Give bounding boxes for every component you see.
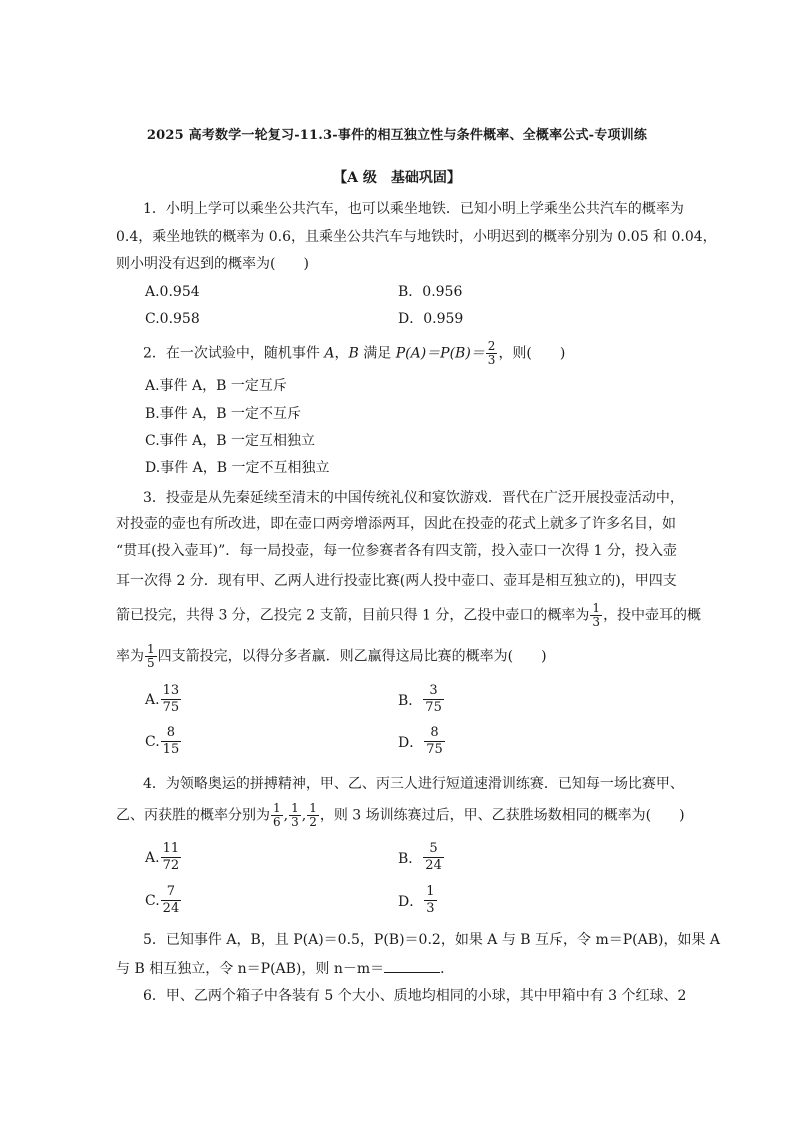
q4-fraction-3: $\frac{1}{2}$ [309,801,317,829]
section-heading: 【A 级 基础巩固】 [333,170,461,186]
q6-line1: 6．甲、乙两个箱子中各装有 5 个大小、质地均相同的小球，其中甲箱中有 3 个红球、2 [143,988,687,1004]
q4-option-c: C. $\frac{7}{24}$ [145,884,180,916]
q3-line1: 3．投壶是从先秦延续至清末的中国传统礼仪和宴饮游戏．晋代在广泛开展投壶活动中， [143,490,684,506]
q1-line1: 1．小明上学可以乘坐公共汽车，也可以乘坐地铁．已知小明上学乘坐公共汽车的概率为 [143,201,684,217]
q3-line3: “贯耳(投入壶耳)”．每一局投壶，每一位参赛者各有四支箭，投入壶口一次得 1 分，投入壶 [116,543,678,559]
q1-option-d: D．0.959 [398,311,464,327]
q3-line6: 率为 $\frac{1}{5}$ 四支箭投完，以得分多者赢．则乙赢得这局比赛的概率为( ) [116,642,547,670]
q4-option-b: B． $\frac{5}{24}$ [398,841,442,873]
q1-line3: 则小明没有迟到的概率为( ) [116,256,309,272]
q2-mid: 满足 [363,345,392,362]
q5-line1: 5．已知事件 A，B，且 P(A)＝0.5，P(B)＝0.2，如果 A 与 B 互斥，令 m＝P(AB)，如果 A [143,932,721,948]
q4-fraction-2: $\frac{1}{3}$ [291,801,299,829]
q4-option-a: A. $\frac{11}{72}$ [145,841,180,873]
q2-stem: 2．在一次试验中，随机事件 A，B 满足 P(A)＝P(B)＝ $\frac{2}{3}$ ，则( ) [143,339,566,367]
answer-blank[interactable] [384,958,440,973]
q3-line2: 对投壶的壶也有所改进，即在壶口两旁增添两耳，因此在投壶的花式上就多了许多名目，如 [116,516,676,532]
q1-option-c: C.0.958 [145,311,200,327]
q2-option-d: D.事件 A，B 一定不互相独立 [145,460,330,476]
document-title: 2025 高考数学一轮复习-11.3-事件的相互独立性与条件概率、全概率公式-专项训练 [146,128,648,143]
q5-line2: 与 B 相互独立，令 n＝P(AB)，则 n－m＝ ． [116,958,454,979]
q2-equation: P(A)＝P(B)＝ [395,345,485,362]
q4-line2: 乙、丙获胜的概率分别为 $\frac{1}{6}$ , $\frac{1}{3}$ , $\frac{1}{2}$ ，则 3 场训练赛过后，甲、乙获胜场数相同的概率为( ) [116,801,685,829]
q3-fraction-ear: $\frac{1}{5}$ [147,642,155,670]
q2-fraction: $\frac{2}{3}$ [487,339,496,367]
q3-option-b: B． $\frac{3}{75}$ [398,683,442,715]
q4-option-d: D． $\frac{1}{3}$ [398,884,435,916]
q3-fraction-rim: $\frac{1}{3}$ [592,601,601,629]
q3-option-c: C. $\frac{8}{15}$ [145,725,180,757]
q3-option-a: A. $\frac{13}{75}$ [145,683,180,715]
q2-option-c: C.事件 A，B 一定互相独立 [145,433,315,449]
q1-line2: 0.4，乘坐地铁的概率为 0.6，且乘坐公共汽车与地铁时，小明迟到的概率分别为 0.05 和 0.04， [116,229,717,245]
q3-line4: 耳一次得 2 分．现有甲、乙两人进行投壶比赛(两人投中壶口、壶耳是相互独立的)，甲四支 [116,573,677,589]
q2-post: ，则( ) [498,345,566,362]
q2-option-b: B.事件 A，B 一定不互斥 [145,406,302,422]
q4-line1: 4．为领略奥运的拼搏精神，甲、乙、丙三人进行短道速滑训练赛．已知每一场比赛甲、 [143,776,684,792]
q1-option-a: A.0.954 [145,284,200,300]
q1-option-b: B．0.956 [398,284,463,300]
q3-option-d: D． $\frac{8}{75}$ [398,725,443,757]
q2-pre: 2．在一次试验中，随机事件 [143,345,320,362]
q2-option-a: A.事件 A，B 一定互斥 [145,378,287,394]
q3-line5: 箭已投完，共得 3 分，乙投完 2 支箭，目前只得 1 分，乙投中壶口的概率为 $\frac{1}{3}$ ，投中壶耳的概 [116,601,702,629]
q4-fraction-1: $\frac{1}{6}$ [273,801,281,829]
